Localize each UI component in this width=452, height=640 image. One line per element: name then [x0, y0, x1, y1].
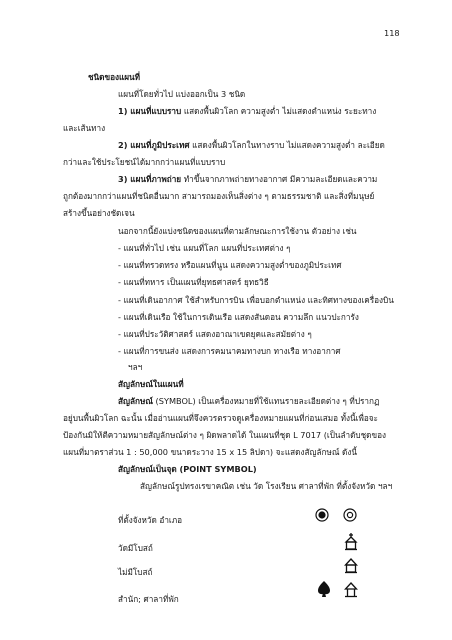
item-1-cont: และเส้นทาง [63, 123, 106, 133]
temple-without-chapel-icon [344, 558, 358, 574]
symbol-label-temple-no-chapel: ไม่มีโบสถ์ [118, 567, 153, 577]
legend-line-3: ป้องกันมิให้ตีความหมายสัญลักษณ์ต่าง ๆ ผิดพลาดได้ ในแผนที่ชุด L 7017 (เป็นลำดับชุดของ [63, 430, 387, 440]
list-item: - แผนที่เดินอากาศ ใช้สำหรับการบิน เพื่อบอกตำแหน่ง และทิศทางของเครื่องบิน [118, 295, 394, 305]
temple-with-chapel-icon [344, 533, 358, 551]
list-item: - แผนที่เดินเรือ ใช้ในการเดินเรือ แสดงสันดอน ความลึก แนวปะการัง [118, 312, 359, 322]
item-3-text: ทำขึ้นจากภาพถ่ายทางอากาศ มีความละเอียดและความ [181, 174, 378, 184]
item-1-text: แสดงพื้นผิวโลก ความสูงต่ำ ไม่แสดงตำแหน่ง ระยะทาง [181, 106, 377, 116]
legend-title: สัญลักษณ์ในแผนที่ [118, 379, 184, 389]
list-item: - แผนที่ทหาร เป็นแผนที่ยุทธศาสตร์ ยุทธวิธี [118, 277, 269, 287]
point-symbol-title: สัญลักษณ์เป็นจุด (POINT SYMBOL) [118, 464, 257, 474]
item-2-text: แสดงพื้นผิวโลกในทางราบ ไม่แสดงความสูงต่ำ ละเอียด [189, 140, 385, 150]
list-item: - แผนที่ประวัติศาสตร์ แสดงอาณาเขตยุคและสมัยต่าง ๆ [118, 329, 312, 339]
item-3-cont-2: สร้างขึ้นอย่างชัดเจน [63, 208, 135, 218]
symbol-label-temple-chapel: วัดมีโบสถ์ [118, 543, 153, 553]
legend-bold: สัญลักษณ์ [118, 396, 153, 406]
symbol-label-monastery: สำนัก; ศาลาที่พัก [118, 594, 179, 604]
legend-line-1-text: (SYMBOL) เป็นเครื่องหมายที่ใช้แทนรายละเอียดต่าง ๆ ที่ปรากฏ [152, 396, 380, 406]
list-item: - แผนที่ทั่วไป เช่น แผนที่โลก แผนที่ประเทศต่าง ๆ [118, 243, 291, 253]
etc-text: ฯลฯ [128, 362, 143, 372]
legend-line-2: อยู่บนพื้นผิวโลก ฉะนั้น เมื่ออ่านแผนที่จึงควรตรวจดูเครื่องหมายแผนที่ก่อนเสมอ ทั้งนี้เพื่อจะ [63, 413, 378, 423]
item-3-bold: 3) แผนที่ภาพถ่าย [118, 174, 182, 184]
item-1-bold: 1) แผนที่แบบราบ [118, 106, 182, 116]
intro-text: แผนที่โดยทั่วไป แบ่งออกเป็น 3 ชนิด [118, 89, 246, 99]
item-1 [118, 106, 376, 117]
item-2 [118, 140, 385, 151]
item-3-cont-1: ถูกต้องมากกว่าแผนที่ชนิดอื่นมาก สามารถมองเห็นสิ่งต่าง ๆ ตามธรรมชาติ และสิ่งที่มนุษย์ [63, 191, 375, 201]
list-item: - แผนที่การขนส่ง แสดงการคมนาคมทางบก ทางเรือ ทางอากาศ [118, 346, 341, 356]
pavilion-icon [344, 582, 358, 598]
legend-line-4: แผนที่มาตราส่วน 1 : 50,000 ขนาดระวาง 15 x 15 ลิปดา) จะแสดงสัญลักษณ์ ดังนี้ [63, 447, 357, 457]
item-2-bold: 2) แผนที่ภูมิประเทศ [118, 140, 190, 150]
section-title: ชนิดของแผนที่ [88, 72, 141, 82]
symbol-label-province: ที่ตั้งจังหวัด อำเภอ [118, 515, 183, 525]
other-intro: นอกจากนี้ยังแบ่งชนิดของแผนที่ตามลักษณะการใช้งาน ตัวอย่าง เช่น [118, 226, 357, 236]
province-icon [315, 508, 329, 522]
legend-line-1 [118, 396, 379, 407]
point-symbol-desc: สัญลักษณ์รูปทรงเรขาคณิต เช่น วัด โรงเรียน ศาลาที่พัก ที่ตั้งจังหวัด ฯลฯ [140, 481, 393, 491]
list-item: - แผนที่ทรวดทรง หรือแผนที่นูน แสดงความสูงต่ำของภูมิประเทศ [118, 260, 342, 270]
item-3 [118, 174, 377, 185]
district-icon [343, 508, 357, 522]
monastery-icon [317, 580, 331, 598]
page-number: 118 [384, 28, 400, 38]
item-2-cont: กว่าและใช้ประโยชน์ได้มากกว่าแผนที่แบบราบ [63, 157, 226, 167]
